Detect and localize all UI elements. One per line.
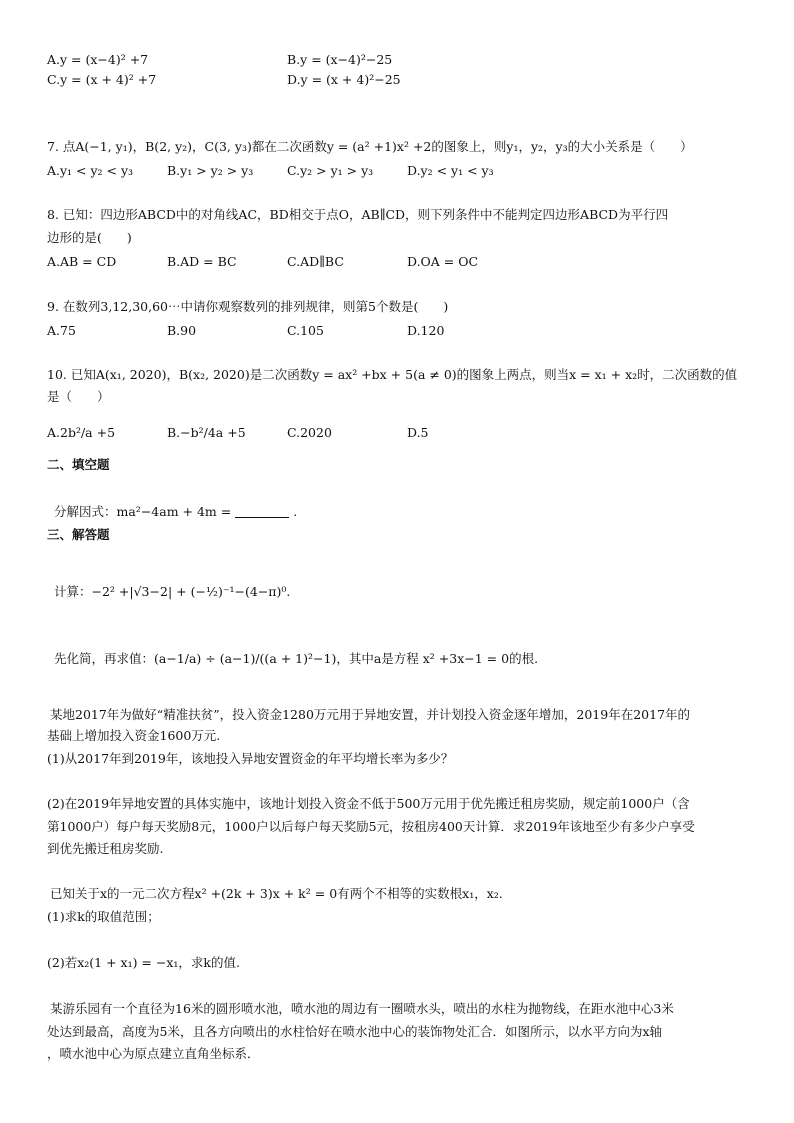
q8-option-d: D.OA = OC xyxy=(407,254,479,269)
q9-option-c: C.105 xyxy=(287,323,324,338)
fill-question-text: 分解因式：ma²−4am + 4m = xyxy=(54,504,232,519)
q9-option-b: B.90 xyxy=(167,323,197,338)
q10-stem-line1: 10. 已知A(x₁, 2020)，B(x₂, 2020)是二次函数y = ax² +bx + 5(a ≠ 0)的图象上两点，则当x = x₁ + x₂时，二次函数的值 xyxy=(47,367,738,382)
section-solve-title: 三、解答题 xyxy=(47,527,110,542)
q6-option-c: C.y = (x + 4)² +7 xyxy=(47,72,157,87)
q6-option-a: A.y = (x−4)² +7 xyxy=(47,52,149,67)
q7-option-a: A.y₁ < y₂ < y₃ xyxy=(47,163,134,178)
q7-stem: 7. 点A(−1, y₁)，B(2, y₂)，C(3, y₃)都在二次函数y = (a² +1)x² +2的图象上，则y₁，y₂，y₃的大小关系是（ ） xyxy=(47,139,693,154)
q9-option-d: D.120 xyxy=(407,323,445,338)
fountain-stem-line2: 处达到最高，高度为5米，且各方向喷出的水柱恰好在喷水池中心的装饰物处汇合．如图所示，以水平方向为x轴 xyxy=(47,1024,663,1039)
q7-option-d: D.y₂ < y₁ < y₃ xyxy=(407,163,494,178)
quadratic-sub-question-1: (1)求k的取值范围； xyxy=(47,909,160,924)
quadratic-sub-question-2: (2)若x₂(1 + x₁) = −x₁，求k的值. xyxy=(47,955,240,970)
q8-option-a: A.AB = CD xyxy=(47,254,117,269)
poverty-sub-question-2-line1: (2)在2019年异地安置的具体实施中，该地计划投入资金不低于500万元用于优先搬迁租房奖励，规定前1000户（含 xyxy=(47,796,690,811)
q10-option-b: B.−b²/4a +5 xyxy=(167,425,246,440)
poverty-sub-question-2-line3: 到优先搬迁租房奖励. xyxy=(47,841,164,856)
calc-question: 计算：−2² +|√3−2| + (−½)⁻¹−(4−π)⁰. xyxy=(54,584,291,599)
q7-option-b: B.y₁ > y₂ > y₃ xyxy=(167,163,254,178)
q8-stem-line2: 边形的是( ) xyxy=(47,230,132,245)
q10-option-d: D.5 xyxy=(407,425,429,440)
q8-option-c: C.AD∥BC xyxy=(287,254,344,269)
poverty-stem-line1: 某地2017年为做好“精准扶贫”，投入资金1280万元用于异地安置，并计划投入资金逐年增加，2019年在2017年的 xyxy=(50,707,691,722)
q9-stem: 9. 在数列3,12,30,60⋯中请你观察数列的排列规律，则第5个数是( ) xyxy=(47,299,449,314)
q10-stem-line2: 是（ ） xyxy=(47,389,110,404)
quadratic-stem: 已知关于x的一元二次方程x² +(2k + 3)x + k² = 0有两个不相等的实数根x₁，x₂. xyxy=(50,886,503,901)
fountain-stem-line3: ，喷水池中心为原点建立直角坐标系． xyxy=(47,1046,260,1061)
poverty-sub-question-2-line2: 第1000户）每户每天奖励8元，1000户以后每户每天奖励5元，按租房400天计算．求2019年该地至少有多少户享受 xyxy=(47,819,695,834)
fill-question-end: . xyxy=(293,504,298,519)
q8-option-b: B.AD = BC xyxy=(167,254,237,269)
fill-question-factorize xyxy=(54,504,297,520)
poverty-sub-question-1: (1)从2017年到2019年，该地投入异地安置资金的年平均增长率为多少？ xyxy=(47,751,454,766)
q10-option-a: A.2b²/a +5 xyxy=(47,425,116,440)
q8-stem-line1: 8. 已知：四边形ABCD中的对角线AC，BD相交于点O，AB∥CD，则下列条件中不能判定四边形ABCD为平行四 xyxy=(47,207,669,222)
q7-option-c: C.y₂ > y₁ > y₃ xyxy=(287,163,374,178)
simplify-question: 先化简，再求值：(a−1/a) ÷ (a−1)/((a + 1)²−1)，其中a是方程 x² +3x−1 = 0的根. xyxy=(54,651,539,666)
q10-option-c: C.2020 xyxy=(287,425,332,440)
section-fill-in-title: 二、填空题 xyxy=(47,457,110,472)
answer-blank[interactable] xyxy=(235,505,289,518)
q6-option-b: B.y = (x−4)²−25 xyxy=(287,52,393,67)
q9-option-a: A.75 xyxy=(47,323,76,338)
poverty-stem-line2: 基础上增加投入资金1600万元. xyxy=(47,728,221,743)
q6-option-d: D.y = (x + 4)²−25 xyxy=(287,72,401,87)
fountain-stem-line1: 某游乐园有一个直径为16米的圆形喷水池，喷水池的周边有一圈喷水头，喷出的水柱为抛物线，在距水池中心3米 xyxy=(50,1001,674,1016)
